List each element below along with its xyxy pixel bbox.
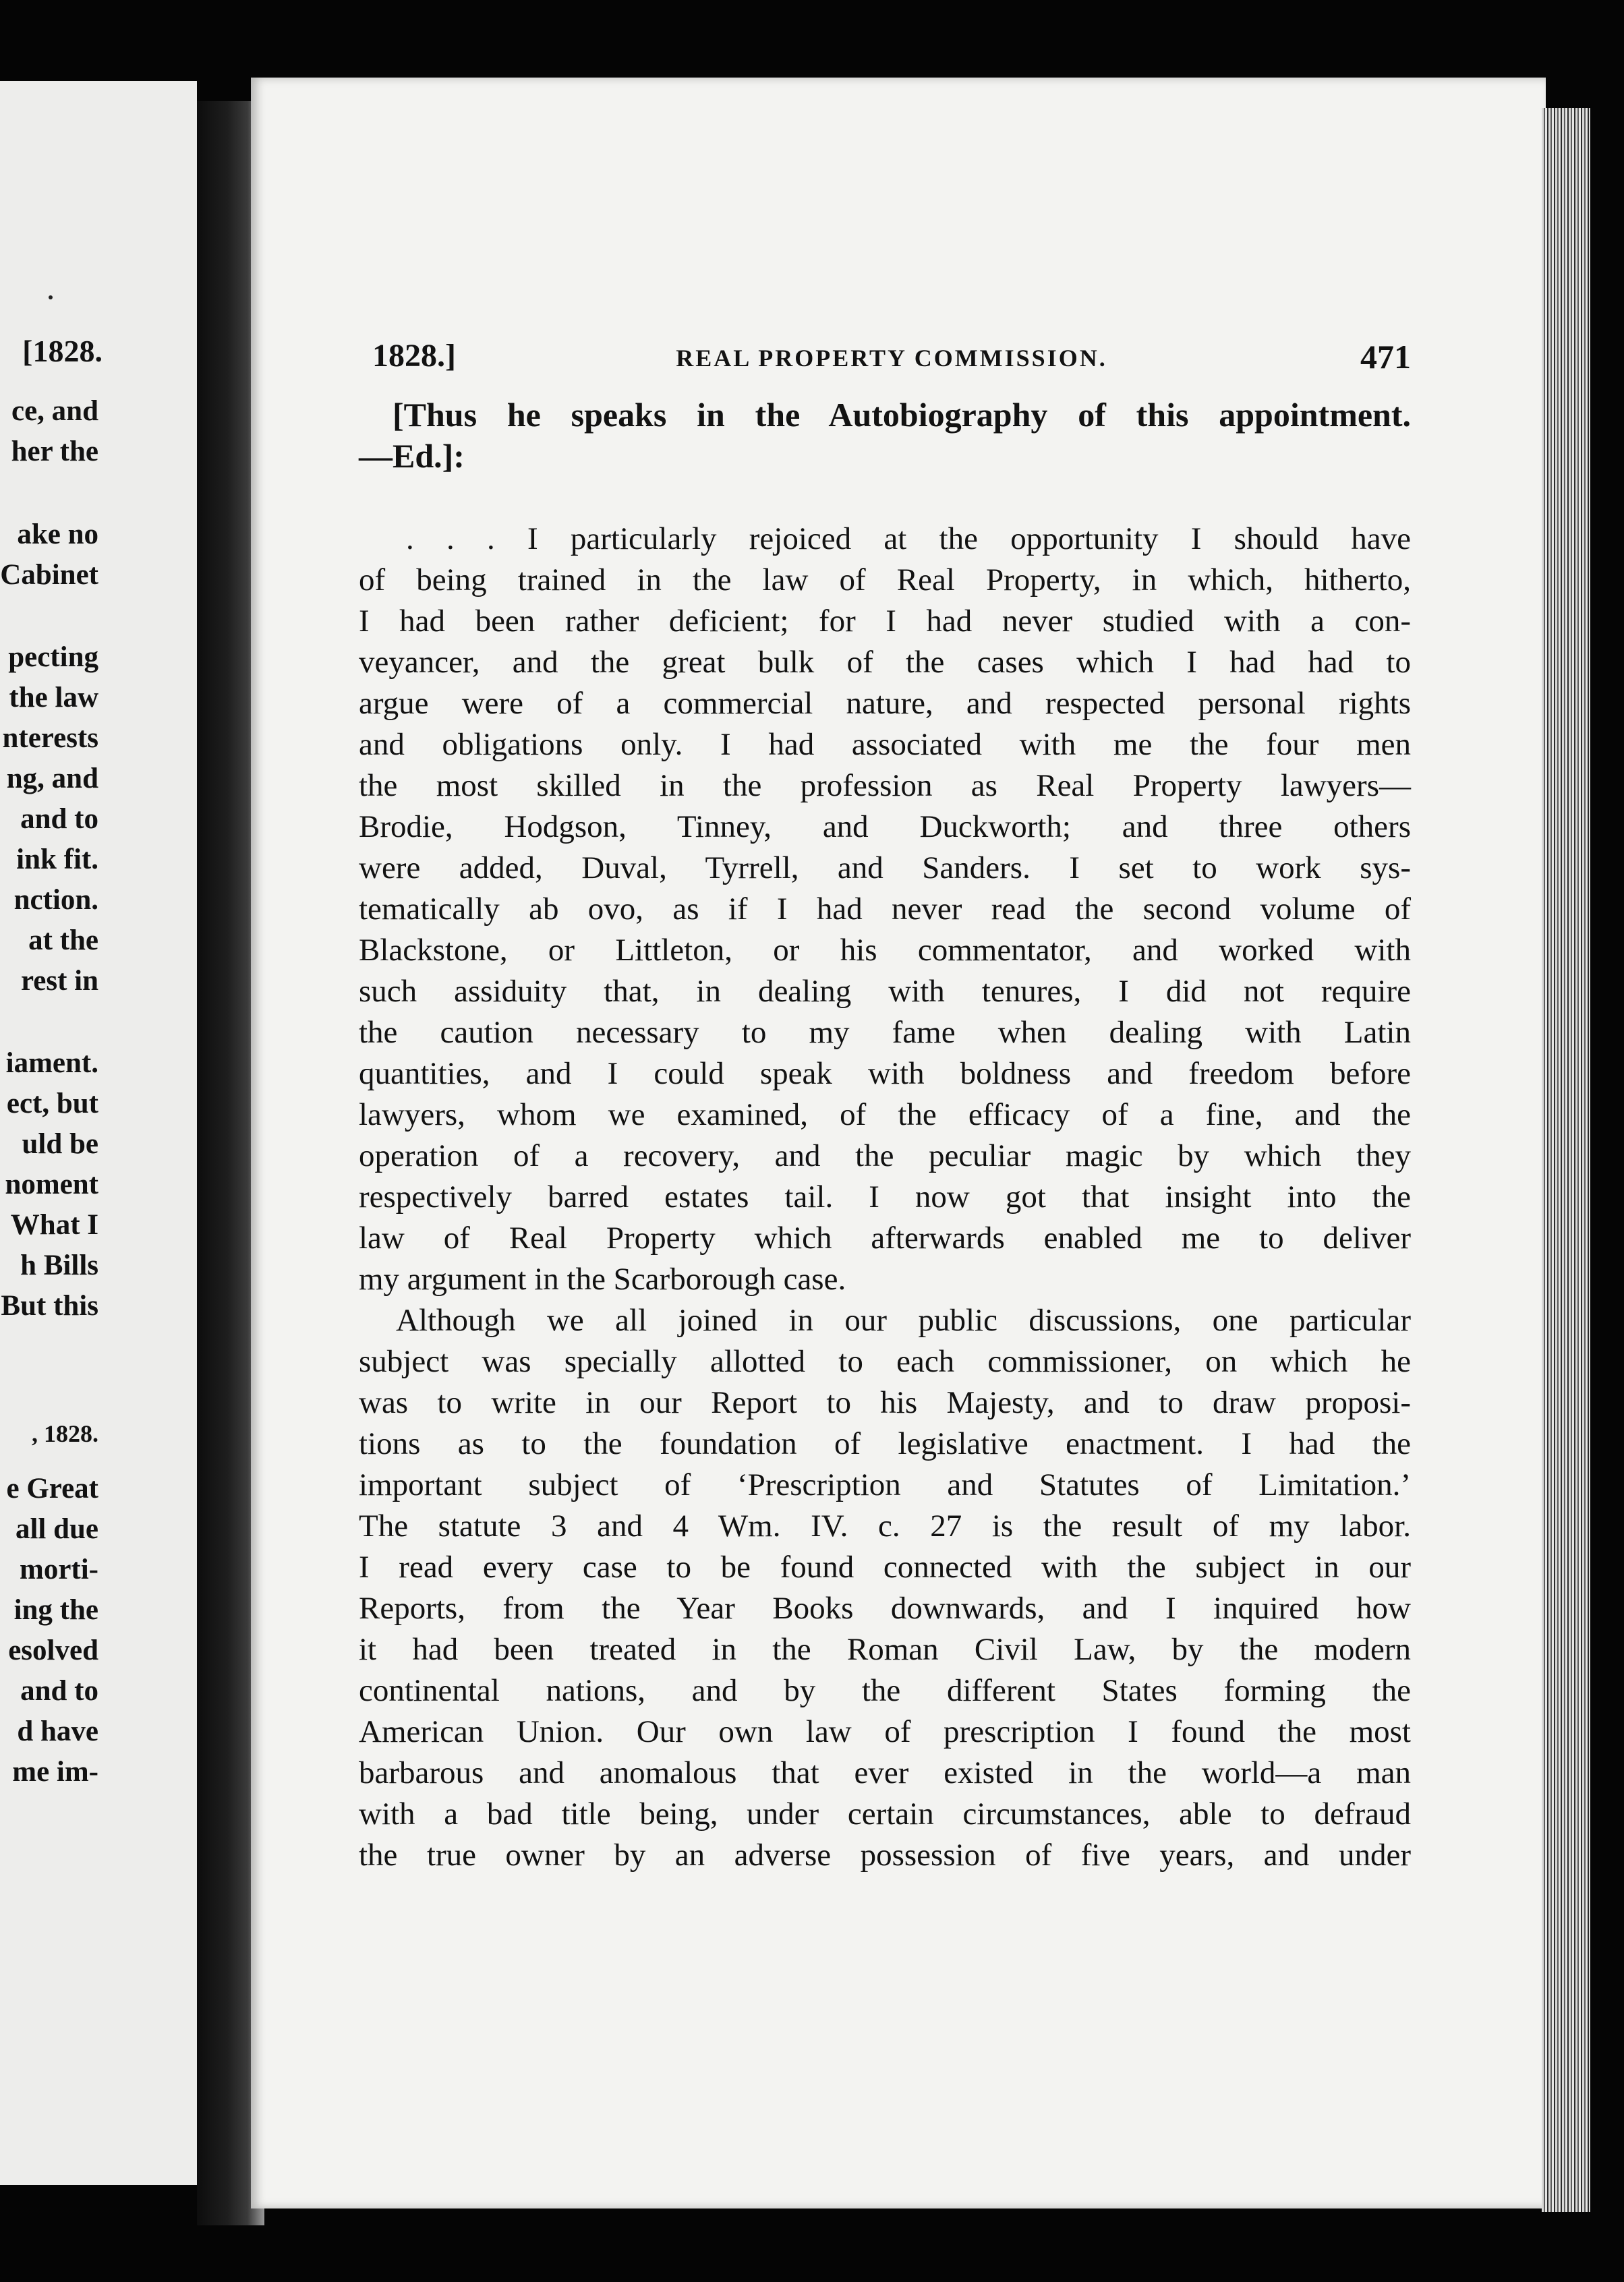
quote-line: tematically ab ovo, as if I had never read the second volume of bbox=[359, 891, 1411, 927]
body-line: American Union. Our own law of prescription I found the most bbox=[359, 1714, 1411, 1749]
left-line-fragment: ing the bbox=[13, 1594, 98, 1626]
quote-line: . . . I particularly rejoiced at the opportunity I should have bbox=[406, 521, 1411, 556]
quote-line: argue were of a commercial nature, and respected personal rights bbox=[359, 686, 1411, 721]
body-paragraph bbox=[359, 1300, 1411, 1876]
left-line-fragment: e Great bbox=[6, 1473, 98, 1504]
header-year: 1828.] bbox=[372, 338, 456, 374]
left-line-fragment: , 1828. bbox=[32, 1420, 98, 1447]
left-line-fragment: all due bbox=[15, 1513, 98, 1545]
left-line-fragment: and to bbox=[20, 1675, 98, 1707]
left-line-fragment: d have bbox=[17, 1716, 98, 1747]
body-line: important subject of ‘Prescription and Statutes of Limitation.’ bbox=[359, 1467, 1411, 1502]
quote-line: respectively barred estates tail. I now got that insight into the bbox=[359, 1179, 1411, 1215]
body-line: the true owner by an adverse possession of five years, and under bbox=[359, 1838, 1411, 1873]
quote-line: Brodie, Hodgson, Tinney, and Duckworth; and three others bbox=[359, 809, 1411, 844]
quote-line: such assiduity that, in dealing with tenures, I did not require bbox=[359, 974, 1411, 1009]
quote-line: veyancer, and the great bulk of the cases which I had had to bbox=[359, 645, 1411, 680]
quote-line: my argument in the Scarborough case. bbox=[359, 1262, 846, 1297]
body-line: barbarous and anomalous that ever existed in the world—a man bbox=[359, 1755, 1411, 1790]
ink-speck bbox=[49, 295, 53, 299]
left-header-fragment: [1828. bbox=[22, 334, 103, 368]
left-line-fragment: ake no bbox=[17, 519, 98, 550]
left-line-fragment: me im- bbox=[12, 1756, 98, 1788]
quote-line: law of Real Property which afterwards enabled me to deliver bbox=[359, 1221, 1411, 1256]
book-page bbox=[251, 78, 1546, 2208]
left-line-fragment: h Bills bbox=[20, 1250, 98, 1281]
intro-line: [Thus he speaks in the Autobiography of this appointment. bbox=[393, 396, 1411, 434]
body-line: Reports, from the Year Books downwards, and I inquired how bbox=[359, 1591, 1411, 1626]
body-line: tions as to the foundation of legislative enactment. I had the bbox=[359, 1426, 1411, 1461]
left-line-fragment: and to bbox=[20, 803, 98, 835]
quote-line: and obligations only. I had associated with me the four men bbox=[359, 727, 1411, 762]
quote-line: of being trained in the law of Real Property, in which, hitherto, bbox=[359, 562, 1411, 597]
left-line-fragment: Cabinet bbox=[0, 559, 98, 591]
body-line: Although we all joined in our public discussions, one particular bbox=[396, 1303, 1411, 1338]
left-line-fragment: nction. bbox=[13, 884, 98, 916]
body-line: with a bad title being, under certain circumstances, able to defraud bbox=[359, 1796, 1411, 1832]
left-line-fragment: ng, and bbox=[6, 763, 98, 794]
left-line-fragment: nterests bbox=[2, 722, 98, 754]
left-line-fragment: morti- bbox=[20, 1554, 98, 1585]
left-line-fragment: noment bbox=[5, 1169, 98, 1200]
left-line-fragment: iament. bbox=[5, 1047, 98, 1079]
left-line-fragment: the law bbox=[9, 682, 98, 713]
left-line-fragment: ect, but bbox=[6, 1088, 98, 1119]
quote-line: I had been rather deficient; for I had never studied with a con- bbox=[359, 604, 1411, 639]
page-edges bbox=[1542, 108, 1590, 2212]
left-line-fragment: her the bbox=[11, 436, 98, 467]
quote-line: quantities, and I could speak with boldness and freedom before bbox=[359, 1056, 1411, 1091]
previous-page-fragment bbox=[0, 81, 197, 2185]
page-number: 471 bbox=[1360, 338, 1411, 376]
body-line: I read every case to be found connected with the subject in our bbox=[359, 1550, 1411, 1585]
editor-intro bbox=[359, 394, 1411, 477]
body-line: was to write in our Report to his Majesty, and to draw proposi- bbox=[359, 1385, 1411, 1420]
running-header bbox=[372, 337, 1411, 391]
quote-line: the most skilled in the profession as Real Property lawyers— bbox=[359, 768, 1411, 803]
left-line-fragment: But this bbox=[1, 1290, 98, 1322]
left-line-fragment: ink fit. bbox=[16, 844, 98, 875]
quote-line: were added, Duval, Tyrrell, and Sanders. I set to work sys- bbox=[359, 850, 1411, 885]
body-line: it had been treated in the Roman Civil Law, by the modern bbox=[359, 1632, 1411, 1667]
body-line: continental nations, and by the different States forming the bbox=[359, 1673, 1411, 1708]
left-line-fragment: uld be bbox=[22, 1128, 98, 1160]
quote-line: Blackstone, or Littleton, or his commentator, and worked with bbox=[359, 933, 1411, 968]
intro-line: —Ed.]: bbox=[359, 437, 465, 475]
left-line-fragment: at the bbox=[28, 925, 98, 956]
quote-line: lawyers, whom we examined, of the efficacy of a fine, and the bbox=[359, 1097, 1411, 1132]
left-line-fragment: ce, and bbox=[11, 395, 98, 427]
quote-line: operation of a recovery, and the peculiar magic by which they bbox=[359, 1138, 1411, 1173]
body-line: The statute 3 and 4 Wm. IV. c. 27 is the result of my labor. bbox=[359, 1509, 1411, 1544]
quoted-passage bbox=[359, 519, 1411, 1300]
page-body bbox=[359, 394, 1411, 1876]
left-line-fragment: pecting bbox=[8, 641, 98, 673]
left-line-fragment: rest in bbox=[20, 965, 98, 997]
quote-line: the caution necessary to my fame when dealing with Latin bbox=[359, 1015, 1411, 1050]
left-line-fragment: esolved bbox=[8, 1635, 98, 1666]
header-title: REAL PROPERTY COMMISSION. bbox=[676, 345, 1107, 372]
body-line: subject was specially allotted to each commissioner, on which he bbox=[359, 1344, 1411, 1379]
left-line-fragment: What I bbox=[10, 1209, 98, 1241]
